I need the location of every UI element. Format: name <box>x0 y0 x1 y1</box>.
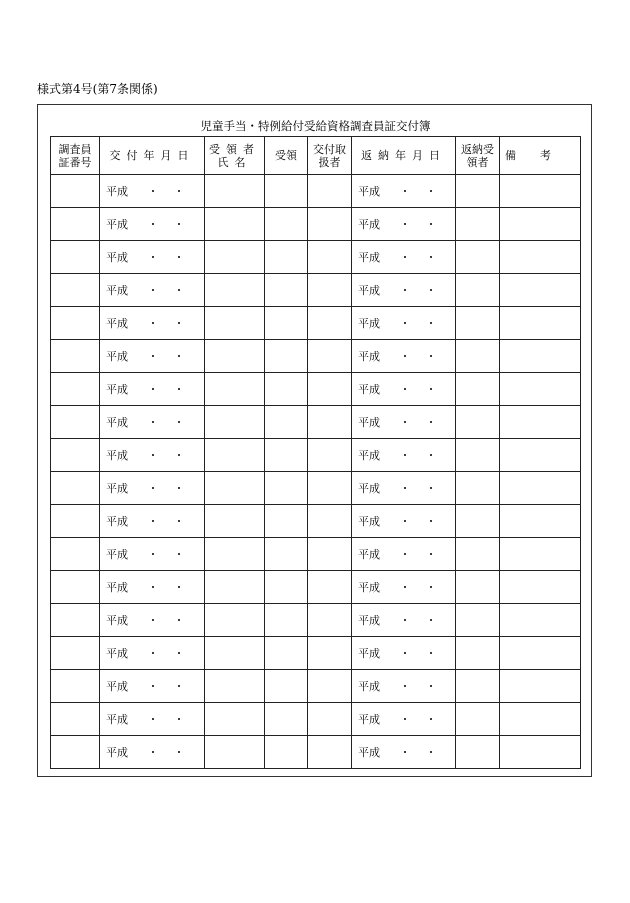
era-label: 平成 <box>106 316 128 330</box>
issue-date-cell[interactable] <box>100 406 205 439</box>
return-receiver-cell[interactable] <box>456 340 500 373</box>
issue-date-cell[interactable] <box>100 703 205 736</box>
return-date-cell[interactable] <box>352 406 456 439</box>
date-separator: ・ <box>425 217 437 231</box>
table-row <box>51 307 581 340</box>
form-number: 様式第4号(第7条関係) <box>37 82 158 96</box>
era-label: 平成 <box>106 712 128 726</box>
return-date-cell[interactable] <box>352 736 456 769</box>
card-number-cell[interactable] <box>51 373 100 406</box>
table-row <box>51 406 581 439</box>
date-separator: ・ <box>425 712 437 726</box>
date-separator: ・ <box>147 382 159 396</box>
recipient-name-cell[interactable] <box>205 274 265 307</box>
issue-handler-cell[interactable] <box>308 439 352 472</box>
receipt-cell[interactable] <box>265 307 308 340</box>
table-row <box>51 703 581 736</box>
issue-date-cell[interactable] <box>100 472 205 505</box>
era-label: 平成 <box>106 415 128 429</box>
header-text: 氏名 <box>217 155 252 169</box>
date-separator: ・ <box>425 514 437 528</box>
date-separator: ・ <box>173 382 185 396</box>
era-label: 平成 <box>358 514 380 528</box>
issue-handler-cell[interactable] <box>308 241 352 274</box>
card-number-cell[interactable] <box>51 439 100 472</box>
date-separator: ・ <box>147 481 159 495</box>
header-issue-date <box>100 137 205 175</box>
era-label: 平成 <box>358 217 380 231</box>
date-separator: ・ <box>399 184 411 198</box>
era-label: 平成 <box>106 250 128 264</box>
table-row <box>51 472 581 505</box>
era-label: 平成 <box>358 547 380 561</box>
date-separator: ・ <box>425 316 437 330</box>
date-separator: ・ <box>173 250 185 264</box>
date-separator: ・ <box>425 547 437 561</box>
return-receiver-cell[interactable] <box>456 406 500 439</box>
document-title: 児童手当・特例給付受給資格調査員証交付簿 <box>200 119 431 133</box>
return-receiver-cell[interactable] <box>456 736 500 769</box>
issue-date-cell[interactable] <box>100 241 205 274</box>
remarks-cell[interactable] <box>500 637 581 670</box>
era-label: 平成 <box>358 712 380 726</box>
issue-handler-cell[interactable] <box>308 538 352 571</box>
return-receiver-cell[interactable] <box>456 505 500 538</box>
date-separator: ・ <box>425 382 437 396</box>
receipt-cell[interactable] <box>265 208 308 241</box>
card-number-cell[interactable] <box>51 274 100 307</box>
return-date-cell[interactable] <box>352 538 456 571</box>
era-label: 平成 <box>106 514 128 528</box>
remarks-cell[interactable] <box>500 736 581 769</box>
receipt-cell[interactable] <box>265 637 308 670</box>
issue-date-cell[interactable] <box>100 736 205 769</box>
date-separator: ・ <box>147 514 159 528</box>
date-separator: ・ <box>173 283 185 297</box>
date-separator: ・ <box>425 613 437 627</box>
era-label: 平成 <box>358 448 380 462</box>
date-separator: ・ <box>173 679 185 693</box>
header-return-receiver <box>456 137 500 175</box>
date-separator: ・ <box>147 646 159 660</box>
return-receiver-cell[interactable] <box>456 307 500 340</box>
date-separator: ・ <box>399 349 411 363</box>
card-number-cell[interactable] <box>51 538 100 571</box>
era-label: 平成 <box>358 349 380 363</box>
receipt-cell[interactable] <box>265 736 308 769</box>
date-separator: ・ <box>425 646 437 660</box>
issue-handler-cell[interactable] <box>308 472 352 505</box>
issue-handler-cell[interactable] <box>308 274 352 307</box>
header-text: 備考 <box>505 149 575 162</box>
return-receiver-cell[interactable] <box>456 571 500 604</box>
date-separator: ・ <box>399 679 411 693</box>
return-date-cell[interactable] <box>352 637 456 670</box>
era-label: 平成 <box>358 250 380 264</box>
remarks-cell[interactable] <box>500 373 581 406</box>
era-label: 平成 <box>358 613 380 627</box>
table-row <box>51 505 581 538</box>
remarks-cell[interactable] <box>500 340 581 373</box>
card-number-cell[interactable] <box>51 637 100 670</box>
return-date-cell[interactable] <box>352 175 456 208</box>
return-receiver-cell[interactable] <box>456 538 500 571</box>
receipt-cell[interactable] <box>265 241 308 274</box>
table-row <box>51 736 581 769</box>
return-date-cell[interactable] <box>352 571 456 604</box>
table-row <box>51 538 581 571</box>
era-label: 平成 <box>358 184 380 198</box>
date-separator: ・ <box>399 283 411 297</box>
recipient-name-cell[interactable] <box>205 472 265 505</box>
receipt-cell[interactable] <box>265 274 308 307</box>
date-separator: ・ <box>399 415 411 429</box>
era-label: 平成 <box>106 646 128 660</box>
receipt-cell[interactable] <box>265 703 308 736</box>
remarks-cell[interactable] <box>500 472 581 505</box>
date-separator: ・ <box>425 679 437 693</box>
date-separator: ・ <box>399 448 411 462</box>
card-number-cell[interactable] <box>51 604 100 637</box>
card-number-cell[interactable] <box>51 472 100 505</box>
remarks-cell[interactable] <box>500 505 581 538</box>
recipient-name-cell[interactable] <box>205 406 265 439</box>
table-row <box>51 439 581 472</box>
date-separator: ・ <box>399 580 411 594</box>
era-label: 平成 <box>106 613 128 627</box>
remarks-cell[interactable] <box>500 670 581 703</box>
card-number-cell[interactable] <box>51 670 100 703</box>
date-separator: ・ <box>147 580 159 594</box>
remarks-cell[interactable] <box>500 307 581 340</box>
date-separator: ・ <box>173 613 185 627</box>
header-text: 交付取 <box>313 142 346 156</box>
issue-handler-cell[interactable] <box>308 340 352 373</box>
recipient-name-cell[interactable] <box>205 736 265 769</box>
table-row <box>51 604 581 637</box>
date-separator: ・ <box>425 283 437 297</box>
era-label: 平成 <box>358 382 380 396</box>
card-number-cell[interactable] <box>51 736 100 769</box>
date-separator: ・ <box>173 481 185 495</box>
era-label: 平成 <box>106 679 128 693</box>
return-date-cell[interactable] <box>352 439 456 472</box>
date-separator: ・ <box>399 712 411 726</box>
remarks-cell[interactable] <box>500 175 581 208</box>
era-label: 平成 <box>358 646 380 660</box>
recipient-name-cell[interactable] <box>205 175 265 208</box>
date-separator: ・ <box>173 712 185 726</box>
return-receiver-cell[interactable] <box>456 274 500 307</box>
header-text: 受領者 <box>209 142 260 156</box>
issue-date-cell[interactable] <box>100 373 205 406</box>
receipt-cell[interactable] <box>265 439 308 472</box>
era-label: 平成 <box>106 448 128 462</box>
issue-handler-cell[interactable] <box>308 373 352 406</box>
era-label: 平成 <box>106 283 128 297</box>
date-separator: ・ <box>147 217 159 231</box>
return-date-cell[interactable] <box>352 505 456 538</box>
return-receiver-cell[interactable] <box>456 604 500 637</box>
recipient-name-cell[interactable] <box>205 373 265 406</box>
receipt-cell[interactable] <box>265 340 308 373</box>
issue-handler-cell[interactable] <box>308 637 352 670</box>
recipient-name-cell[interactable] <box>205 241 265 274</box>
issue-handler-cell[interactable] <box>308 406 352 439</box>
header-text: 交付年月日 <box>109 149 195 162</box>
card-number-cell[interactable] <box>51 241 100 274</box>
date-separator: ・ <box>147 349 159 363</box>
receipt-cell[interactable] <box>265 604 308 637</box>
date-separator: ・ <box>173 580 185 594</box>
header-text: 返納受 <box>461 142 494 156</box>
era-label: 平成 <box>106 481 128 495</box>
card-number-cell[interactable] <box>51 175 100 208</box>
return-receiver-cell[interactable] <box>456 175 500 208</box>
date-separator: ・ <box>147 613 159 627</box>
issue-date-cell[interactable] <box>100 505 205 538</box>
issue-date-cell[interactable] <box>100 274 205 307</box>
card-number-cell[interactable] <box>51 571 100 604</box>
date-separator: ・ <box>399 481 411 495</box>
date-separator: ・ <box>147 679 159 693</box>
header-row <box>51 137 581 175</box>
recipient-name-cell[interactable] <box>205 703 265 736</box>
register-table <box>50 136 581 769</box>
issue-handler-cell[interactable] <box>308 208 352 241</box>
era-label: 平成 <box>106 382 128 396</box>
era-label: 平成 <box>106 745 128 759</box>
issue-date-cell[interactable] <box>100 637 205 670</box>
remarks-cell[interactable] <box>500 604 581 637</box>
return-receiver-cell[interactable] <box>456 373 500 406</box>
remarks-cell[interactable] <box>500 703 581 736</box>
date-separator: ・ <box>173 217 185 231</box>
era-label: 平成 <box>358 580 380 594</box>
header-text: 領者 <box>466 155 489 169</box>
card-number-cell[interactable] <box>51 703 100 736</box>
card-number-cell[interactable] <box>51 307 100 340</box>
return-date-cell[interactable] <box>352 472 456 505</box>
table-row <box>51 340 581 373</box>
date-separator: ・ <box>425 184 437 198</box>
issue-handler-cell[interactable] <box>308 505 352 538</box>
return-date-cell[interactable] <box>352 604 456 637</box>
date-separator: ・ <box>173 415 185 429</box>
issue-handler-cell[interactable] <box>308 703 352 736</box>
register-body <box>51 175 581 769</box>
date-separator: ・ <box>173 646 185 660</box>
era-label: 平成 <box>106 547 128 561</box>
return-date-cell[interactable] <box>352 208 456 241</box>
date-separator: ・ <box>147 250 159 264</box>
table-row <box>51 670 581 703</box>
era-label: 平成 <box>106 184 128 198</box>
return-date-cell[interactable] <box>352 340 456 373</box>
era-label: 平成 <box>358 745 380 759</box>
return-date-cell[interactable] <box>352 274 456 307</box>
recipient-name-cell[interactable] <box>205 538 265 571</box>
date-separator: ・ <box>425 448 437 462</box>
date-separator: ・ <box>399 250 411 264</box>
issue-handler-cell[interactable] <box>308 307 352 340</box>
era-label: 平成 <box>358 415 380 429</box>
return-receiver-cell[interactable] <box>456 472 500 505</box>
recipient-name-cell[interactable] <box>205 307 265 340</box>
receipt-cell[interactable] <box>265 670 308 703</box>
date-separator: ・ <box>399 613 411 627</box>
recipient-name-cell[interactable] <box>205 571 265 604</box>
header-return-date <box>352 137 456 175</box>
era-label: 平成 <box>106 217 128 231</box>
date-separator: ・ <box>173 745 185 759</box>
issue-date-cell[interactable] <box>100 670 205 703</box>
remarks-cell[interactable] <box>500 274 581 307</box>
issue-date-cell[interactable] <box>100 571 205 604</box>
date-separator: ・ <box>425 580 437 594</box>
remarks-cell[interactable] <box>500 571 581 604</box>
date-separator: ・ <box>399 217 411 231</box>
recipient-name-cell[interactable] <box>205 637 265 670</box>
receipt-cell[interactable] <box>265 505 308 538</box>
return-date-cell[interactable] <box>352 241 456 274</box>
date-separator: ・ <box>147 448 159 462</box>
issue-date-cell[interactable] <box>100 307 205 340</box>
return-receiver-cell[interactable] <box>456 703 500 736</box>
table-row <box>51 208 581 241</box>
card-number-cell[interactable] <box>51 340 100 373</box>
date-separator: ・ <box>425 745 437 759</box>
receipt-cell[interactable] <box>265 406 308 439</box>
header-text: 受領 <box>275 149 297 162</box>
issue-date-cell[interactable] <box>100 538 205 571</box>
date-separator: ・ <box>147 283 159 297</box>
recipient-name-cell[interactable] <box>205 439 265 472</box>
return-date-cell[interactable] <box>352 703 456 736</box>
table-row <box>51 274 581 307</box>
receipt-cell[interactable] <box>265 571 308 604</box>
date-separator: ・ <box>399 514 411 528</box>
receipt-cell[interactable] <box>265 538 308 571</box>
issue-handler-cell[interactable] <box>308 736 352 769</box>
date-separator: ・ <box>425 349 437 363</box>
return-receiver-cell[interactable] <box>456 208 500 241</box>
era-label: 平成 <box>358 283 380 297</box>
era-label: 平成 <box>106 580 128 594</box>
recipient-name-cell[interactable] <box>205 670 265 703</box>
era-label: 平成 <box>106 349 128 363</box>
issue-date-cell[interactable] <box>100 175 205 208</box>
receipt-cell[interactable] <box>265 373 308 406</box>
header-recipient-name <box>205 137 265 175</box>
date-separator: ・ <box>173 349 185 363</box>
date-separator: ・ <box>147 547 159 561</box>
recipient-name-cell[interactable] <box>205 505 265 538</box>
date-separator: ・ <box>399 646 411 660</box>
date-separator: ・ <box>399 316 411 330</box>
return-receiver-cell[interactable] <box>456 670 500 703</box>
receipt-cell[interactable] <box>265 472 308 505</box>
issue-handler-cell[interactable] <box>308 604 352 637</box>
remarks-cell[interactable] <box>500 538 581 571</box>
header-card-number <box>51 137 100 175</box>
era-label: 平成 <box>358 679 380 693</box>
issue-date-cell[interactable] <box>100 208 205 241</box>
card-number-cell[interactable] <box>51 208 100 241</box>
issue-handler-cell[interactable] <box>308 571 352 604</box>
issue-handler-cell[interactable] <box>308 175 352 208</box>
date-separator: ・ <box>147 415 159 429</box>
date-separator: ・ <box>399 745 411 759</box>
return-date-cell[interactable] <box>352 670 456 703</box>
date-separator: ・ <box>425 481 437 495</box>
table-row <box>51 241 581 274</box>
header-text: 証番号 <box>58 155 92 169</box>
header-receipt <box>265 137 308 175</box>
remarks-cell[interactable] <box>500 241 581 274</box>
date-separator: ・ <box>425 250 437 264</box>
date-separator: ・ <box>147 712 159 726</box>
header-text: 扱者 <box>318 155 341 169</box>
date-separator: ・ <box>173 514 185 528</box>
table-row <box>51 373 581 406</box>
card-number-cell[interactable] <box>51 505 100 538</box>
issue-handler-cell[interactable] <box>308 670 352 703</box>
era-label: 平成 <box>358 481 380 495</box>
remarks-cell[interactable] <box>500 208 581 241</box>
remarks-cell[interactable] <box>500 439 581 472</box>
table-row <box>51 637 581 670</box>
header-text: 調査員 <box>58 142 92 156</box>
era-label: 平成 <box>358 316 380 330</box>
remarks-cell[interactable] <box>500 406 581 439</box>
date-separator: ・ <box>173 184 185 198</box>
return-date-cell[interactable] <box>352 307 456 340</box>
return-date-cell[interactable] <box>352 373 456 406</box>
date-separator: ・ <box>425 415 437 429</box>
header-remarks <box>500 137 581 175</box>
table-row <box>51 175 581 208</box>
recipient-name-cell[interactable] <box>205 208 265 241</box>
return-receiver-cell[interactable] <box>456 637 500 670</box>
receipt-cell[interactable] <box>265 175 308 208</box>
card-number-cell[interactable] <box>51 406 100 439</box>
date-separator: ・ <box>147 316 159 330</box>
date-separator: ・ <box>399 547 411 561</box>
date-separator: ・ <box>399 382 411 396</box>
date-separator: ・ <box>173 316 185 330</box>
date-separator: ・ <box>173 448 185 462</box>
header-issue-handler <box>308 137 352 175</box>
return-receiver-cell[interactable] <box>456 439 500 472</box>
issue-date-cell[interactable] <box>100 340 205 373</box>
date-separator: ・ <box>147 184 159 198</box>
date-separator: ・ <box>147 745 159 759</box>
recipient-name-cell[interactable] <box>205 604 265 637</box>
issue-date-cell[interactable] <box>100 604 205 637</box>
issue-date-cell[interactable] <box>100 439 205 472</box>
form-frame <box>37 104 592 777</box>
return-receiver-cell[interactable] <box>456 241 500 274</box>
recipient-name-cell[interactable] <box>205 340 265 373</box>
date-separator: ・ <box>173 547 185 561</box>
header-text: 返納年月日 <box>361 149 446 162</box>
table-row <box>51 571 581 604</box>
